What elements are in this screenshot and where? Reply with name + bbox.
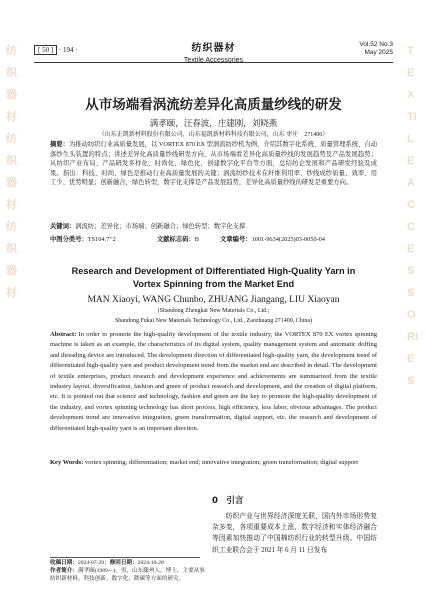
section-heading-intro: 0 引言: [212, 496, 244, 506]
keywords-cn-label: 关键词：: [50, 223, 76, 230]
affiliation-en-1: (Shandong Zhengkai New Materials Co., Ltd.;: [157, 308, 270, 314]
volume-number: Vol.52 No.3: [359, 41, 393, 48]
journal-name-cn: 纺织器材: [191, 43, 236, 54]
issue-box: [ 50 ]: [34, 45, 57, 55]
doc-code-value: B: [194, 236, 199, 243]
keywords-cn-text: 涡流纺；差异化；市场端；创新融合；绿色转型；数字化支撑: [75, 223, 246, 230]
abstract-en: [50, 330, 377, 434]
revised-label: 修回日期：: [109, 560, 138, 566]
received-date: 2024-07-29；: [77, 560, 110, 566]
author-bio-text: 满孝颐(1989—)，男，山东滕州人，博士，主要从事纺织新材料、科技创新、数字化、降碳等方面的研究。: [50, 568, 205, 582]
doc-code-label: 文献标志码：: [156, 236, 195, 243]
watermark-left: 纺织器材纺织器材纺织器材: [6, 45, 17, 299]
keywords-en-text: vortex spinning; differentiation; market end; innovative integration; green transformation; digital support: [84, 459, 359, 466]
revised-date: 2024-10-28: [137, 560, 164, 566]
header-rule: [34, 62, 393, 63]
journal-name-en: Textile Accessories: [183, 57, 244, 64]
article-title-cn: 从市场端看涡流纺差异化高质量纱线的研发: [85, 97, 342, 113]
author-bio-label: 作者简介：: [50, 568, 78, 574]
clc-label: 中图分类号：: [50, 236, 88, 243]
article-title-en: Research and Development of Differentiated High-Quality Yarn in Vortex Spinning from the Market End: [71, 266, 356, 289]
keywords-cn: [50, 222, 377, 232]
intro-paragraph: 纺织产业与世界经济深度关联，国内外市场形势复杂多变，各项重要成本上涨，数字经济和实体经济融合等因素加快推动了中国棉纺织行业的转型升级。中国纺织工业联合会于 2021 年 6 月 11 日发布: [212, 513, 377, 554]
volume-info: [359, 41, 393, 57]
received-label: 收稿日期：: [50, 560, 78, 566]
abstract-en-text: In order to promote the high-quality development of the textile industry, the VORTEX 870 EX vortex spinning machine is taken as an example, the characteristics of its digital system, quality management system and automatic doffing and threading device are introduced. The development direction of differentiated high-quality yarn, the development trend of differentiated high-quality yarn and product development trend from the market end are described in detail. The development of textile enterprises, product research and development experience and achievements are summarized from the textile industry layout, diversification, fashion and green of product research and development, and the creation of digital platform, etc. It is pointed out that science and technology, fashion and green are the key to promote the high-quality development of the industry, and vortex spinning technology has short process, high efficiency, less labor, obvious advantages. The product development trend are innovative integration, green transformation, digital support, etc. the research and development of differentiated high-quality yarn is an important direction.: [50, 331, 377, 432]
keywords-en: [50, 458, 377, 468]
abstract-en-label: Abstract:: [50, 331, 77, 338]
journal-masthead: [34, 38, 393, 64]
classification-info: [50, 235, 377, 245]
article-number-value: 1001-9634(2025)03-0050-04: [251, 236, 326, 243]
abstract-cn-label: 摘要：: [50, 141, 69, 148]
page-header: [34, 36, 393, 62]
affiliation-en-2: Shandong Fukai New Materials Technology Co., Ltd., Zaozhuang 271400, China): [114, 318, 313, 324]
footnote-dates: [50, 560, 208, 568]
authors-en: MAN Xiaoyi, WANG Chunbo, ZHUANG Jiangang, LIU Xiaoyan: [87, 295, 340, 305]
clc-value: TS104.7⁺2: [87, 236, 116, 243]
keywords-en-label: Key Words:: [50, 459, 84, 466]
footnote-rule: [50, 557, 200, 558]
page-number: · 194 ·: [58, 46, 78, 54]
issue-date: May 2025: [364, 49, 393, 56]
article-number-label: 文章编号：: [220, 236, 252, 243]
footnote-author-bio: [50, 568, 208, 583]
abstract-cn: [50, 140, 377, 188]
watermark-right: TEXTILE ACCESSORIES: [407, 45, 418, 387]
abstract-cn-text: 为推动纺织行业高质量发展，以 VORTEX 870 EX 型涡流纺纱机为例，介绍其数字化系统、质量管理系统、自动落纱生头装置的特点；讲述差异化高质量纱线研发方向，从市场端看差异化高质量纱线的发展趋势及产品发展趋势；从纺织产业布局、产品研发多样化、时尚化、绿色化，创建数字化平台等方面，总结纺企发展和产品研发经验及成果。指出：科技、时尚、绿色是推动行业高质量发展的关键；涡流纺纱技术在纤维利用率、纱线成纱质量、效率、用工少、优势明显；创新融合，绿色转型，数字化支撑是产品发展趋势，差异化高质量纱线的研发是重要方向。: [50, 141, 378, 186]
authors-cn: 满孝颐，汪春波，庄建刚，刘晓燕: [149, 118, 278, 128]
affiliation-cn: （山东正凯新材料股份有限公司，山东福凯新材料科技有限公司，山东 枣庄 271400）: [98, 132, 329, 138]
